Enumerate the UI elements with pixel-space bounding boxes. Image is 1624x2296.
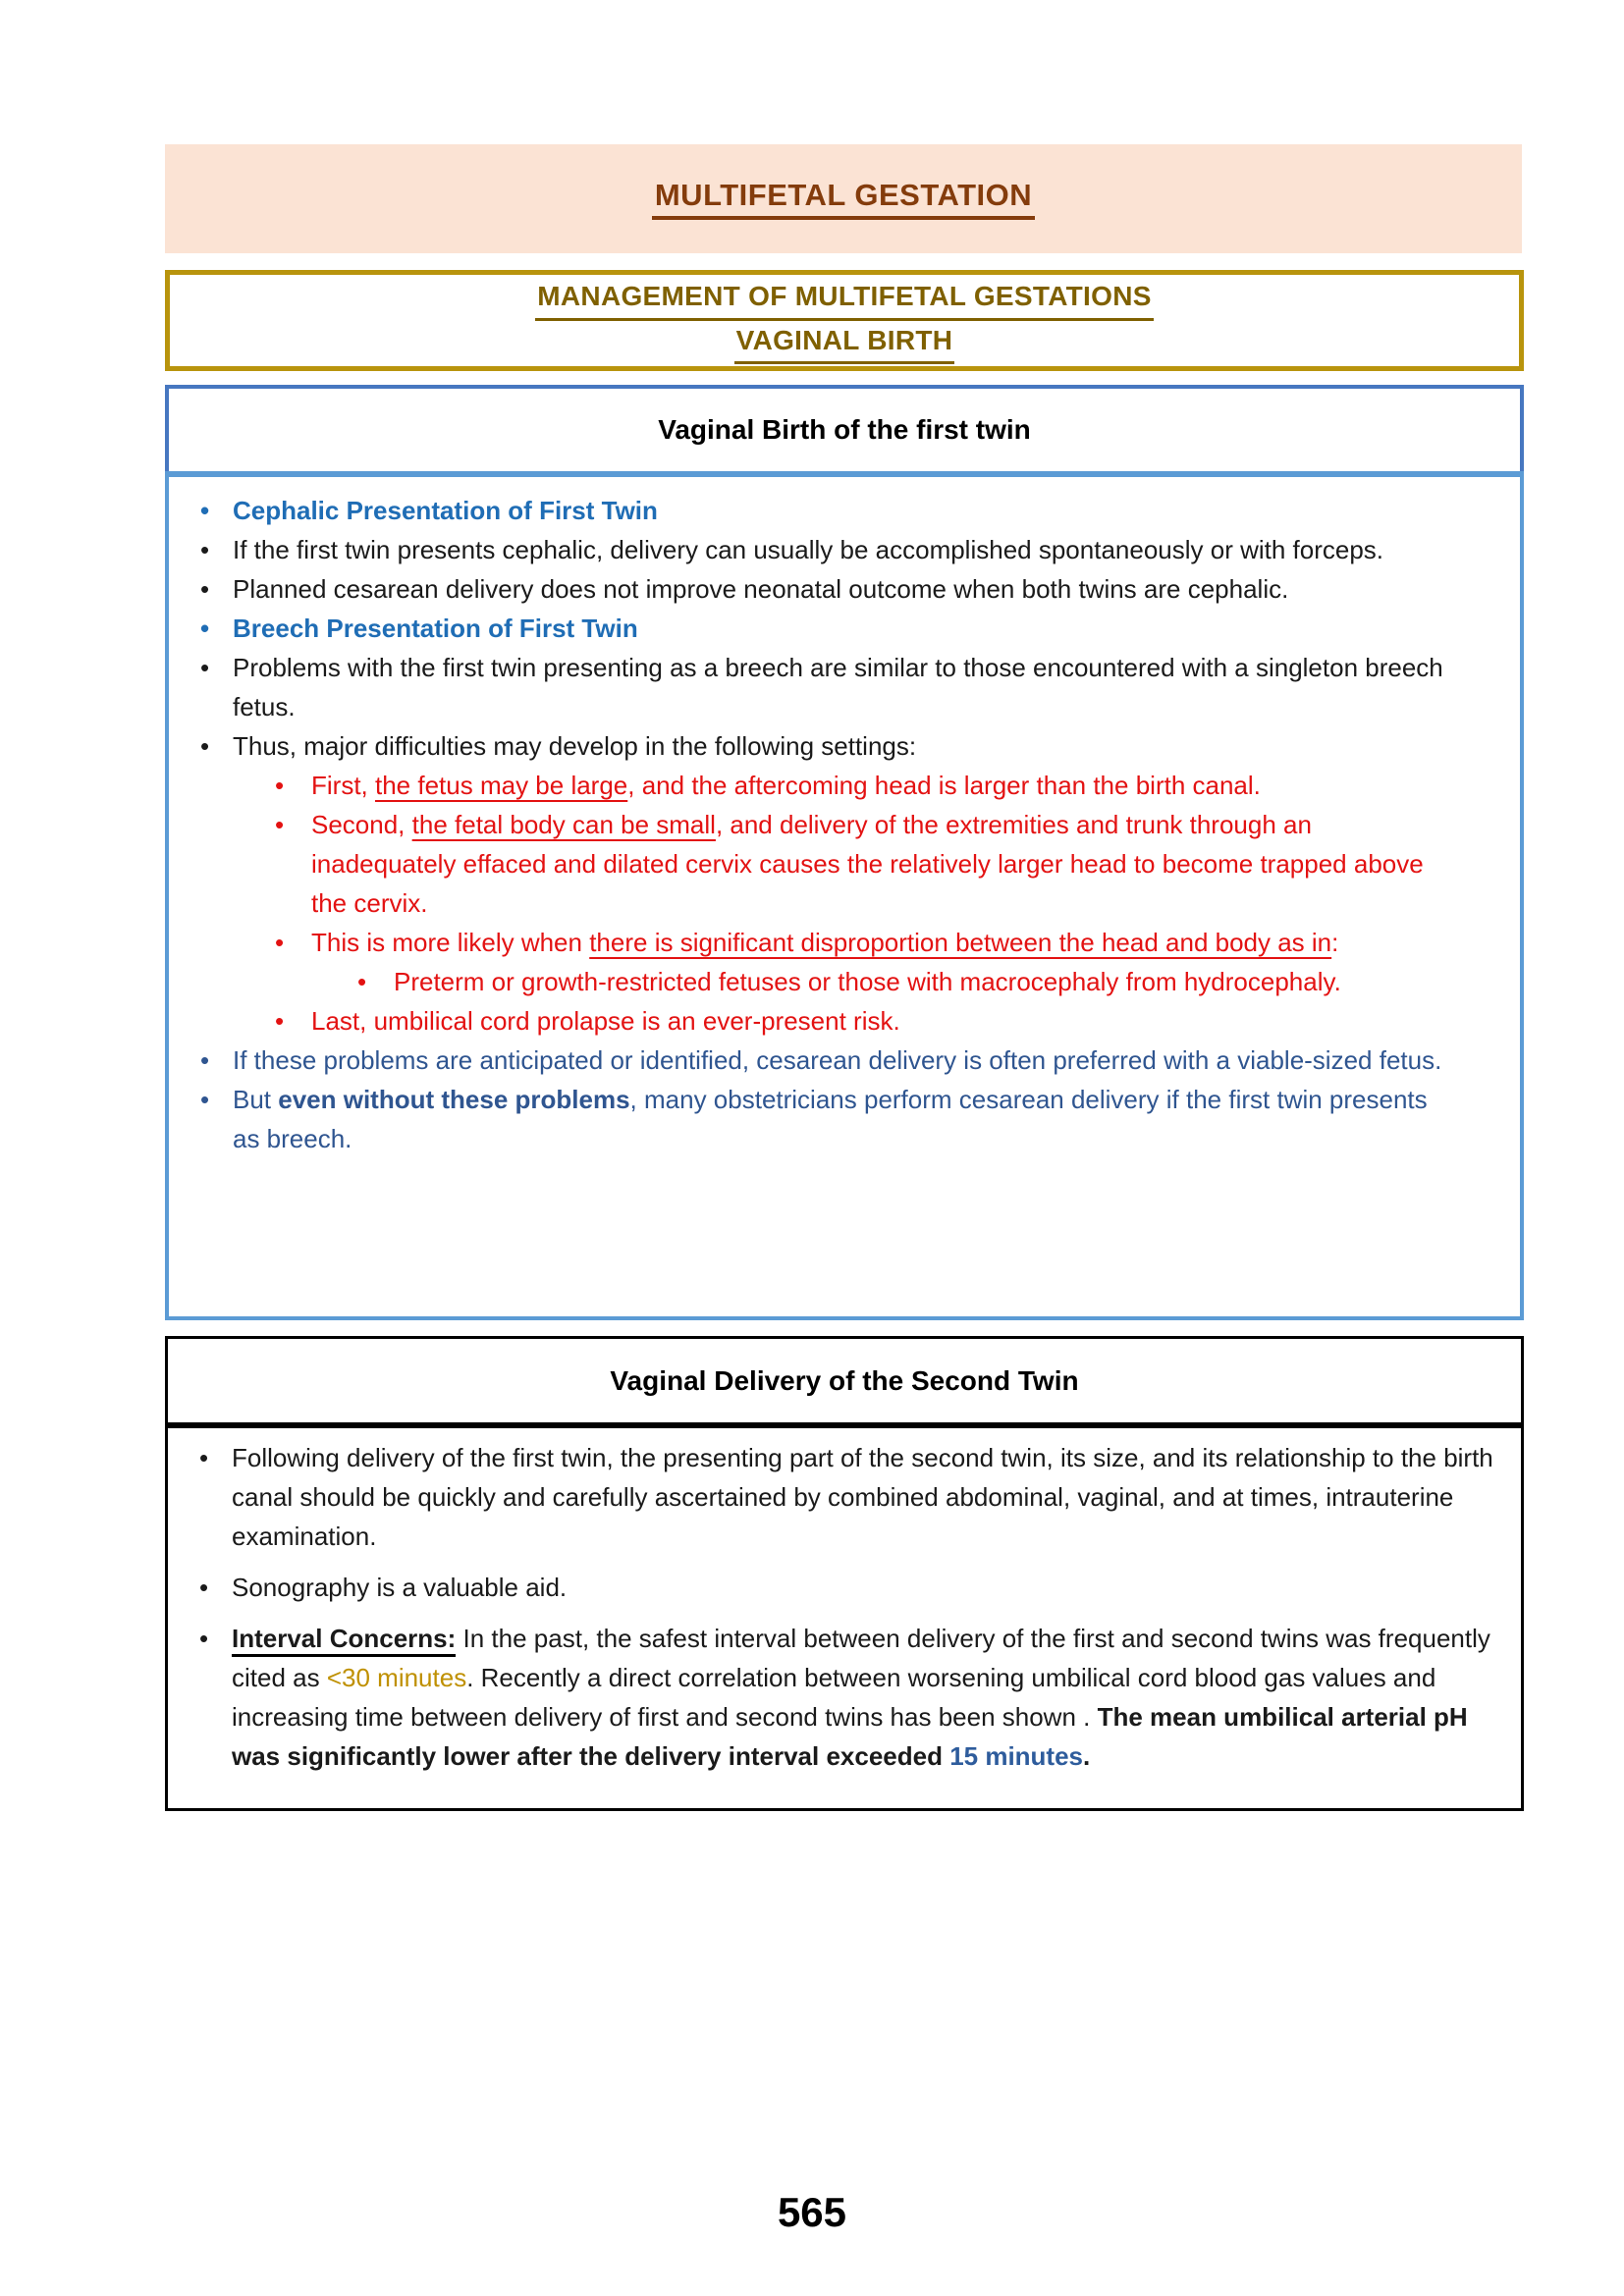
section-header-text: Vaginal Delivery of the Second Twin xyxy=(610,1364,1079,1396)
text-segment: , and the aftercoming head is larger than the birth canal. xyxy=(627,771,1261,800)
text-segment: If these problems are anticipated or identified, cesarean delivery is often preferred with a viable-sized fetus. xyxy=(233,1045,1442,1075)
list-item xyxy=(198,726,1450,766)
text-segment: : xyxy=(1331,928,1339,957)
text-segment: This is more likely when xyxy=(311,928,590,957)
text-segment: <30 minutes xyxy=(326,1663,467,1692)
list-item xyxy=(275,766,1431,805)
management-box xyxy=(165,270,1524,371)
text-segment: If the first twin presents cephalic, delivery can usually be accomplished spontaneously or with forceps. xyxy=(233,535,1384,564)
text-segment: Preterm or growth-restricted fetuses or those with macrocephaly from hydrocephaly. xyxy=(394,967,1341,996)
section-header xyxy=(165,385,1524,471)
list-item xyxy=(197,1438,1508,1556)
text-segment: Last, umbilical cord prolapse is an ever-present risk. xyxy=(311,1006,900,1036)
text-segment: the fetus may be large xyxy=(375,771,628,800)
section-body xyxy=(165,1422,1524,1811)
text-segment: the fetal body can be small xyxy=(411,810,716,839)
text-segment: . xyxy=(1083,1741,1091,1771)
section-body xyxy=(165,471,1524,1320)
bullet-list xyxy=(198,491,1485,1158)
text-segment: First, xyxy=(311,771,375,800)
bullet-list xyxy=(197,1438,1511,1776)
list-item xyxy=(198,491,1450,530)
text-segment: Second, xyxy=(311,810,412,839)
text-segment: . Recently a direct correlation between worsening umbilical cord blood gas values and increasing time between delivery of first and second twins has been shown . xyxy=(232,1663,1436,1732)
section-header xyxy=(165,1336,1524,1422)
text-segment: Following delivery of the first twin, the presenting part of the second twin, its size, and its relationship to the birth canal should be quickly and carefully ascertained by combined abdominal, vaginal, and at times, intrauterine examination. xyxy=(232,1443,1493,1551)
list-item xyxy=(198,648,1450,726)
management-box-line-1: MANAGEMENT OF MULTIFETAL GESTATIONS xyxy=(535,277,1153,321)
text-segment: , and delivery of the extremities and trunk through an inadequately effaced and dilated cervix causes the relatively larger head to become trapped above the cervix. xyxy=(311,810,1424,918)
text-segment: Breech Presentation of First Twin xyxy=(233,614,638,643)
page-title: MULTIFETAL GESTATION xyxy=(652,178,1035,220)
list-item xyxy=(198,569,1450,609)
list-item xyxy=(275,805,1431,923)
text-segment: , many obstetricians perform cesarean delivery if the first twin presents as breech. xyxy=(233,1085,1428,1153)
text-segment: Thus, major difficulties may develop in the following settings: xyxy=(233,731,917,761)
text-segment: there is significant disproportion between the head and body as in xyxy=(589,928,1332,957)
text-segment: In the past, the safest interval between delivery of the first and second twins was frequently cited as xyxy=(232,1624,1490,1692)
list-item xyxy=(275,1001,1431,1041)
text-segment: even without these problems xyxy=(278,1085,630,1114)
list-item xyxy=(197,1568,1508,1607)
text-segment: Sonography is a valuable aid. xyxy=(232,1573,568,1602)
list-item xyxy=(357,962,1356,1001)
text-segment: 15 minutes xyxy=(949,1741,1084,1771)
text-segment: Cephalic Presentation of First Twin xyxy=(233,496,658,525)
page-number: 565 xyxy=(777,2189,847,2235)
section-header-text: Vaginal Birth of the first twin xyxy=(658,414,1031,445)
list-item xyxy=(198,1041,1450,1080)
list-item xyxy=(198,530,1450,569)
text-segment: Planned cesarean delivery does not improve neonatal outcome when both twins are cephalic. xyxy=(233,574,1289,604)
list-item xyxy=(197,1619,1508,1776)
list-item xyxy=(198,1080,1450,1158)
management-box-line-2: VAGINAL BIRTH xyxy=(734,321,955,365)
text-segment: Interval Concerns: xyxy=(232,1624,456,1657)
title-banner xyxy=(165,144,1522,253)
text-segment: But xyxy=(233,1085,279,1114)
first-twin-section xyxy=(165,385,1524,1320)
second-twin-section xyxy=(165,1336,1524,1811)
text-segment: The mean umbilical arterial pH was significantly lower after the delivery interval exceeded xyxy=(232,1702,1468,1771)
list-item xyxy=(198,609,1450,648)
list-item xyxy=(275,923,1431,962)
text-segment: Problems with the first twin presenting as a breech are similar to those encountered with a singleton breech fetus. xyxy=(233,653,1443,721)
